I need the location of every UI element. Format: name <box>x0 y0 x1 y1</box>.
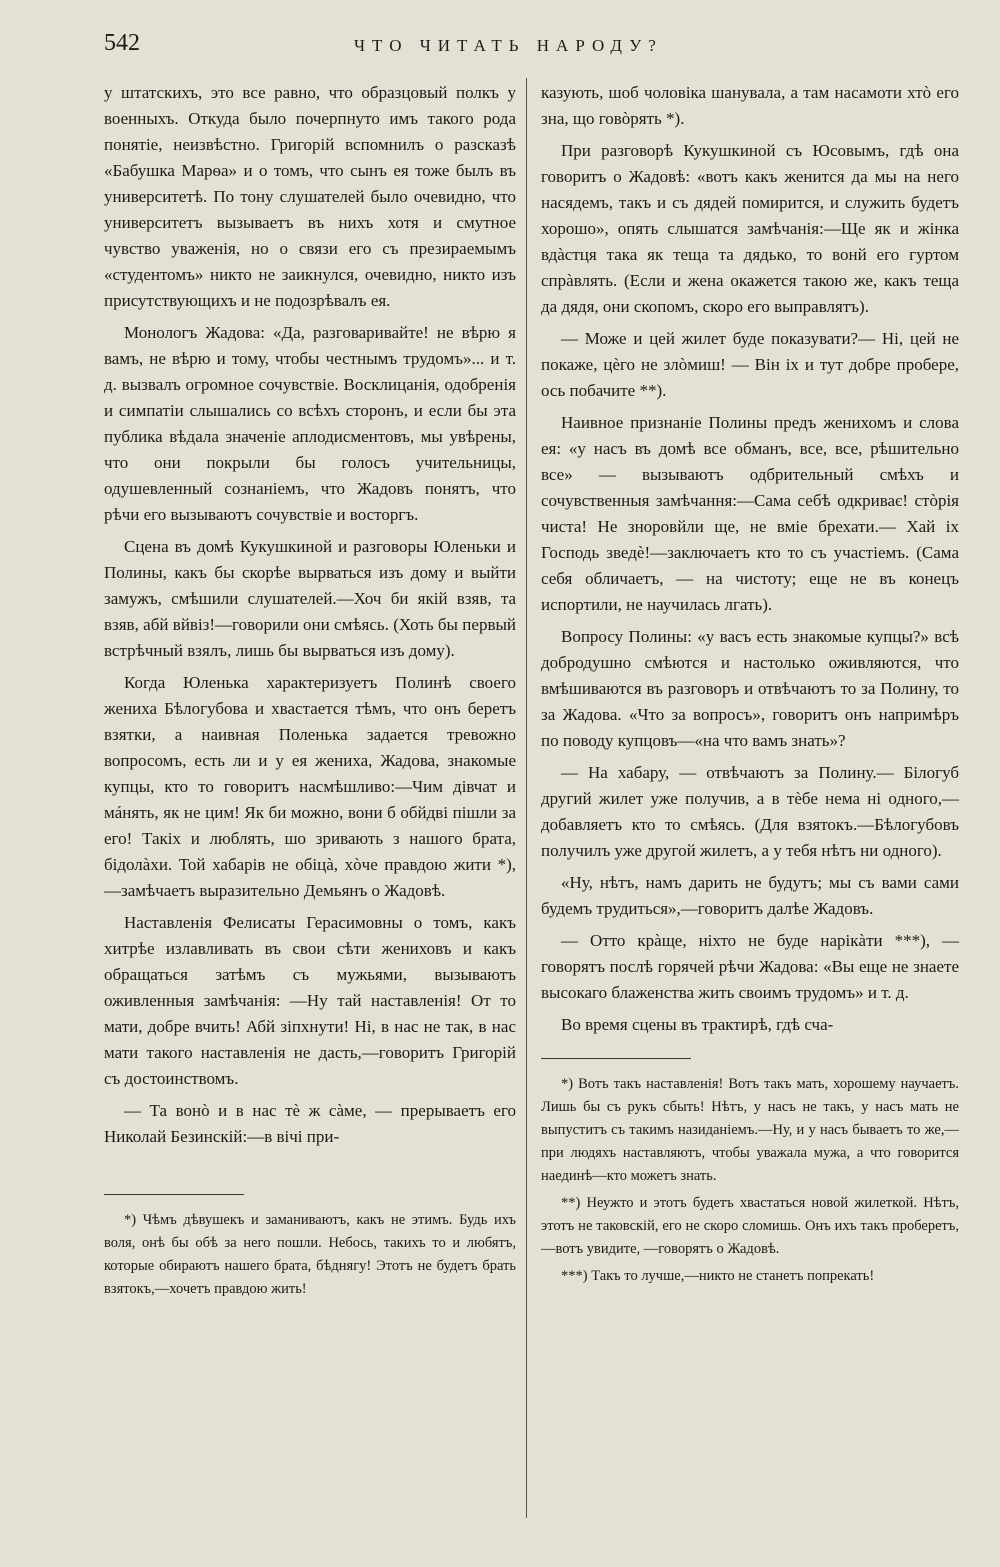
paragraph: При разговорѣ Кукушкиной съ Юсовымъ, гдѣ она говоритъ о Жадовѣ: «вотъ какъ женится да мы на него насядемъ, такъ и съ дядей помирится, и служить будетъ хорошо», опять слышатся замѣчанія:—Ще як и жінка вдàстця така як теща та дядько, то вонй его гуртом спрàвлять. (Если и жена окажется такою же, какъ теща да дядя, они скопомъ, скоро его выправлятъ). <box>541 141 959 316</box>
running-title: ЧТО ЧИТАТЬ НАРОДУ? <box>354 36 663 55</box>
paragraph: «Ну, нѣтъ, намъ дарить не будутъ; мы съ вами сами будемъ трудиться»,—говоритъ далѣе Жадовъ. <box>541 873 959 918</box>
footnote: *) Чѣмъ дѣвушекъ и заманиваютъ, какъ не этимъ. Будь ихъ воля, онѣ бы обѣ за него пошли. Небось, такихъ то и любятъ, которые обираютъ нашего брата, бѣднягу! Этотъ не будетъ брать взятокъ,—хочетъ правдою жить! <box>104 1212 516 1297</box>
paragraph: Наивное признаніе Полины предъ женихомъ и слова ея: «у насъ въ домѣ все обманъ, все, все, рѣшительно все» — вызываютъ одбрительный смѣхъ и сочувственныя замѣчання:—Сама себѣ одкриває! стòрія чиста! Не зноровйли ще, не вміе брехати.— Хай іх Господь зведè!—заключаетъ кто то съ участіемъ. (Сама себя обличаетъ, — на чистоту; еще не въ конецъ испортили, не научилась лгать). <box>541 413 959 614</box>
footnote: **) Неужто и этотъ будетъ хвастаться новой жилеткой. Нѣтъ, этотъ не таковскій, его не скоро сломишь. Онъ ихъ такъ проберетъ,—вотъ увидите, —говорятъ о Жадовѣ. <box>541 1195 959 1257</box>
paragraph: Сцена въ домѣ Кукушкиной и разговоры Юленьки и Полины, какъ бы скорѣе вырваться изъ дому и выйти замужъ, смѣшили слушателей.—Хоч би якій взяв, та взяв, абй вйвіз!—говорили они смѣясь. (Хоть бы первый встрѣчный взялъ, лишь бы вырваться изъ дому). <box>104 537 516 660</box>
paragraph: Во время сцены въ трактирѣ, гдѣ сча- <box>561 1015 834 1034</box>
paragraph: — На хабару, — отвѣчаютъ за Полину.— Білогуб другий жилет уже получив, а в тèбе нема ні одного,—добавляетъ кто то смѣясь. (Для взятокъ.—Бѣлогубовъ получилъ уже другой жилетъ, а у тебя нѣтъ ни одного). <box>541 763 959 860</box>
paragraph: — Та вонò и в нас тè ж сàме, — прерываетъ его Николай Безинскій:—в вічі при- <box>104 1101 516 1146</box>
paragraph: Когда Юленька характеризуетъ Полинѣ своего жениха Бѣлогубова и хвастается тѣмъ, что онъ беретъ взятки, а наивная Поленька задается тревожно вопросомъ, есть ли и у ея жениха, Жадова, знакомые купцы, кто то говоритъ насмѣшливо:—Чим дівчат и мáнять, як не цим! Як би можно, вони б обйдві пішли за его! Такіх и люблять, шо зривають з нашого брата, бідолàхи. Той хабарів не обіцà, хòче правдою жити *), —замѣчаетъ выразительно Демьянъ о Жадовѣ. <box>104 673 516 900</box>
footnote: ***) Такъ то лучше,—никто не станетъ попрекать! <box>561 1268 875 1284</box>
paragraph: казують, шоб чоловіка шанувала, а там насамоти хтò его зна, що говòрять *). <box>541 83 959 128</box>
paragraph: у штатскихъ, это все равно, что образцовый полкъ у военныхъ. Откуда было почерпнуто имъ такого рода понятіе, неизвѣстно. Григорій вспомнилъ о разсказѣ «Бабушка Марѳа» и о томъ, что сынъ ея тоже былъ въ университетѣ. По тону слушателей было очевидно, что университетъ вызываетъ въ нихъ хотя и смутное чувство уваженія, но о связи его съ презираемымъ «студентомъ» никто не заикнулся, очевидно, никто изъ присутствующихъ и не подозрѣвалъ ея. <box>104 83 516 310</box>
footnote: *) Вотъ такъ наставленія! Вотъ такъ мать, хорошему научаетъ. Лишь бы съ рукъ сбыть! Нѣтъ, у насъ не такъ, у насъ мать не выпуститъ съ такимъ назиданіемъ.—Ну, и у насъ бываетъ то же,—при людяхъ наставляютъ, чтобы уважала мужа, а что говорится наединѣ—кто можетъ знать. <box>541 1076 959 1184</box>
paragraph: Наставленія Фелисаты Герасимовны о томъ, какъ хитрѣе излавливать въ свои сѣти жениховъ и какъ обращаться затѣмъ съ мужьями, вызываютъ оживленныя замѣчанія: —Ну тай наставленія! От то мати, добре вчить! Абй зіпхнути! Ні, в нас не так, в нас мати такого наставленія не дасть,—говоритъ Григорій съ достоинствомъ. <box>104 913 516 1088</box>
footnote-divider <box>541 1058 691 1059</box>
right-column <box>541 80 959 1288</box>
paragraph: — Отто крàще, ніхто не буде нарікàти ***), —говорятъ послѣ горячей рѣчи Жадова: «Вы еще не знаете высокаго блаженства жить своимъ трудомъ» и т. д. <box>541 931 959 1002</box>
page-number: 542 <box>104 30 140 56</box>
paragraph: Вопросу Полины: «у васъ есть знакомые купцы?» всѣ добродушно смѣются и настолько оживляются, что вмѣшиваются въ разговоръ и отвѣчаютъ то за Полину, то за Жадова. «Что за вопросъ», говоритъ онъ напримѣръ по поводу купцовъ—«на что вамъ знать»? <box>541 627 959 750</box>
paragraph: — Може и цей жилет буде показувати?— Ні, цей не покаже, цèго не злòмиш! — Він іх и тут добре проберe, ось побачите **). <box>541 329 959 400</box>
paragraph: Монологъ Жадова: «Да, разговаривайте! не вѣрю я вамъ, не вѣрю и тому, чтобы честнымъ трудомъ»... и т. д. вызвалъ огромное сочувствіе. Восклицанія, одобренія и симпатіи слышались со всѣхъ сторонъ, и если бы эта публика вѣдала значеніе аплодисментовъ, мы увѣрены, что они покрыли бы голосъ учительницы, одушевленный сознаніемъ, что Жадовъ понятъ, что рѣчи его вызываютъ сочувствіе и восторгъ. <box>104 323 516 524</box>
left-column <box>104 80 516 1301</box>
page-header <box>104 30 964 70</box>
column-divider <box>526 78 527 1518</box>
footnote-divider <box>104 1194 244 1195</box>
